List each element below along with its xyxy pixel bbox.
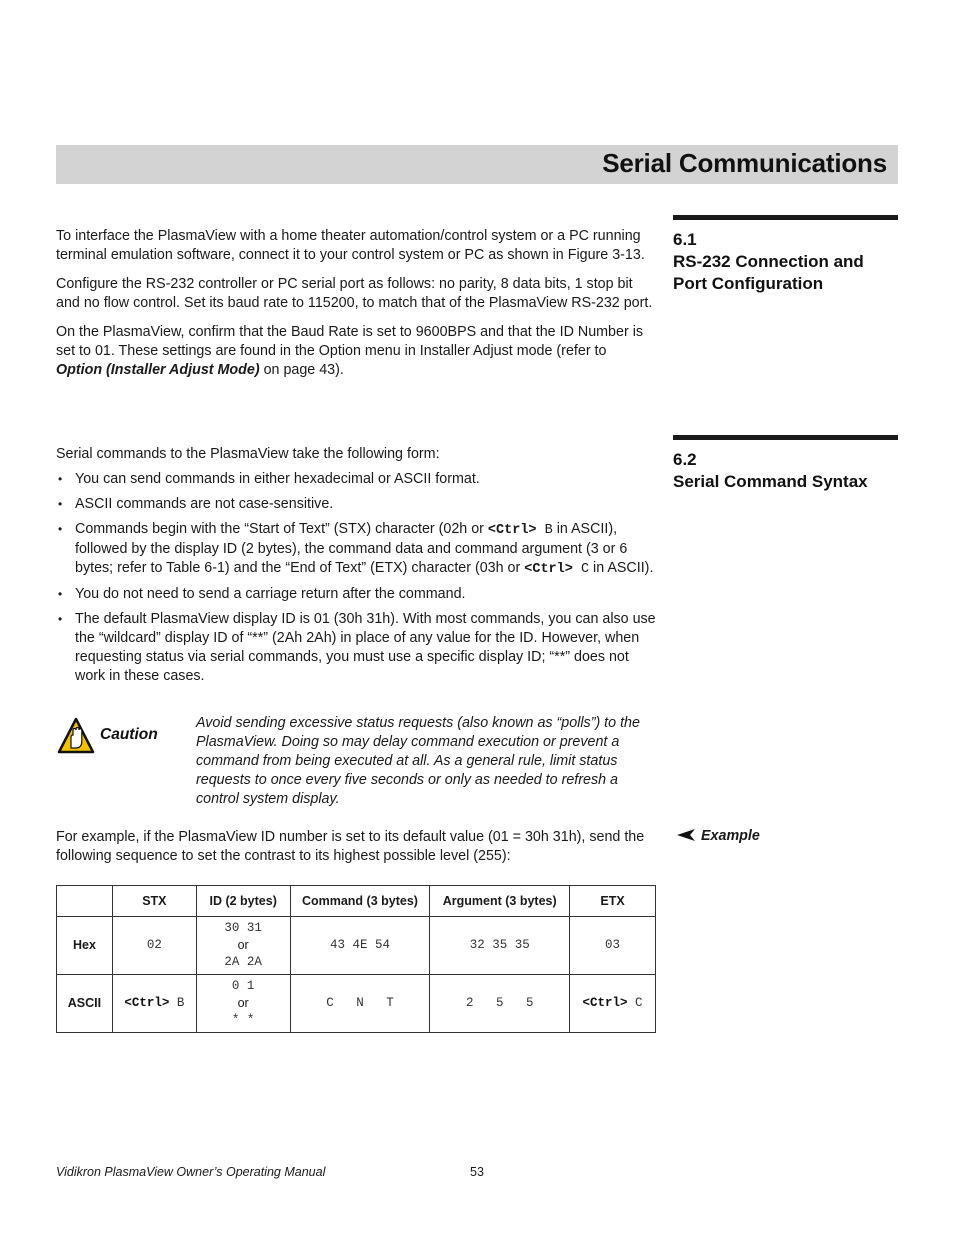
page-title: Serial Communications	[602, 148, 887, 178]
footer-manual-title: Vidikron PlasmaView Owner’s Operating Manual	[56, 1165, 326, 1179]
table-cell: 02	[112, 917, 196, 975]
table-cell	[196, 975, 290, 1033]
text: in ASCII), followed by the display ID (2 bytes), the command data and command argument (3 or 6 bytes; refer to Table 6-1) and the “End of Text” (ETX) character (03h or	[75, 521, 628, 576]
section-6-1-title: RS-232 Connection and Port Configuration	[673, 252, 864, 293]
example-side-label	[677, 828, 760, 844]
list-item: • You can send commands in either hexadecimal or ASCII format.	[56, 470, 656, 489]
table-cell: 43 4E 54	[290, 917, 430, 975]
table-header: ETX	[570, 886, 656, 917]
cell-line: 0 1	[231, 979, 255, 993]
list-item: • ASCII commands are not case-sensitive.	[56, 495, 656, 514]
example-body	[56, 828, 656, 866]
table-header: STX	[112, 886, 196, 917]
list-item	[56, 520, 656, 579]
key-code: C	[627, 996, 643, 1010]
section-6-2-heading	[673, 435, 898, 493]
paragraph: Configure the RS-232 controller or PC serial port as follows: no parity, 8 data bits, 1 stop bit and no flow control. Set its baud rate to 115200, to match that of the PlasmaView RS-232 port.	[56, 276, 653, 311]
text: Commands begin with the “Start of Text” (STX) character (02h or	[75, 521, 488, 537]
example-label: Example	[701, 828, 760, 844]
key-code: B	[536, 523, 553, 538]
ctrl-key-code: <Ctrl>	[124, 996, 170, 1010]
row-label: ASCII	[57, 975, 113, 1033]
table-cell	[196, 917, 290, 975]
key-code: C	[572, 562, 590, 577]
cross-reference-link[interactable]: Option (Installer Adjust Mode)	[56, 362, 260, 378]
ctrl-key-code: <Ctrl>	[582, 996, 628, 1010]
paragraph: For example, if the PlasmaView ID number is set to its default value (01 = 30h 31h), send the following sequence to set the contrast to its highest possible level (255):	[56, 829, 645, 864]
caution-label: Caution	[100, 726, 158, 743]
text: On the PlasmaView, confirm that the Baud Rate is set to 9600BPS and that the ID Number is set to 01. These settings are found in the Option menu in Installer Adjust mode (refer to	[56, 324, 644, 359]
table-header: Argument (3 bytes)	[430, 886, 570, 917]
table-row	[57, 917, 656, 975]
row-label: Hex	[57, 917, 113, 975]
table-header: ID (2 bytes)	[196, 886, 290, 917]
table-cell	[570, 975, 656, 1033]
caution-hand-icon	[57, 717, 95, 755]
cell-line: * *	[231, 1013, 255, 1027]
cell-line: 2A 2A	[224, 955, 262, 969]
table-header-row	[57, 886, 656, 917]
text: on page 43).	[259, 362, 344, 378]
table-header	[57, 886, 113, 917]
table-cell: 2 5 5	[430, 975, 570, 1033]
section-6-2-body	[56, 445, 656, 692]
paragraph: Serial commands to the PlasmaView take the following form:	[56, 446, 440, 462]
ctrl-key-code: <Ctrl>	[487, 523, 537, 538]
text: in ASCII).	[589, 560, 654, 576]
cell-line: 30 31	[224, 921, 262, 935]
arrow-left-icon	[677, 829, 695, 841]
paragraph: To interface the PlasmaView with a home theater automation/control system or a PC running terminal emulation software, connect it to your control system or PC as shown in Figure 3-13.	[56, 228, 645, 263]
key-code: B	[169, 996, 185, 1010]
section-6-2-title: Serial Command Syntax	[673, 472, 868, 491]
table-cell: C N T	[290, 975, 430, 1033]
command-table	[56, 885, 656, 1033]
cell-line: or	[237, 996, 249, 1010]
table-header: Command (3 bytes)	[290, 886, 430, 917]
table-cell: 32 35 35	[430, 917, 570, 975]
syntax-bullet-list	[56, 470, 656, 686]
footer-page-number: 53	[470, 1165, 484, 1179]
list-item: • You do not need to send a carriage return after the command.	[56, 585, 656, 604]
table-cell	[112, 975, 196, 1033]
section-6-1-heading	[673, 215, 898, 295]
table-cell: 03	[570, 917, 656, 975]
cell-line: or	[237, 938, 249, 952]
section-6-1-body	[56, 227, 656, 380]
paragraph	[56, 323, 656, 380]
table-row	[57, 975, 656, 1033]
section-6-2-number: 6.2	[673, 450, 697, 469]
section-6-1-number: 6.1	[673, 230, 697, 249]
list-item: • The default PlasmaView display ID is 01 (30h 31h). With most commands, you can also use the “wildcard” display ID of “**” (2Ah 2Ah) in place of any value for the ID. However, when requesting status via serial commands, you must use a specific display ID; “**” does not work in these cases.	[56, 610, 656, 686]
ctrl-key-code: <Ctrl>	[524, 562, 573, 577]
title-bar	[56, 145, 898, 184]
caution-text: Avoid sending excessive status requests (also known as “polls”) to the PlasmaView. Doing so may delay command execution or prevent a command from being executed at all. As a general rule, limit status requests to once every five seconds or only as needed to refresh a control system display.	[196, 715, 640, 807]
